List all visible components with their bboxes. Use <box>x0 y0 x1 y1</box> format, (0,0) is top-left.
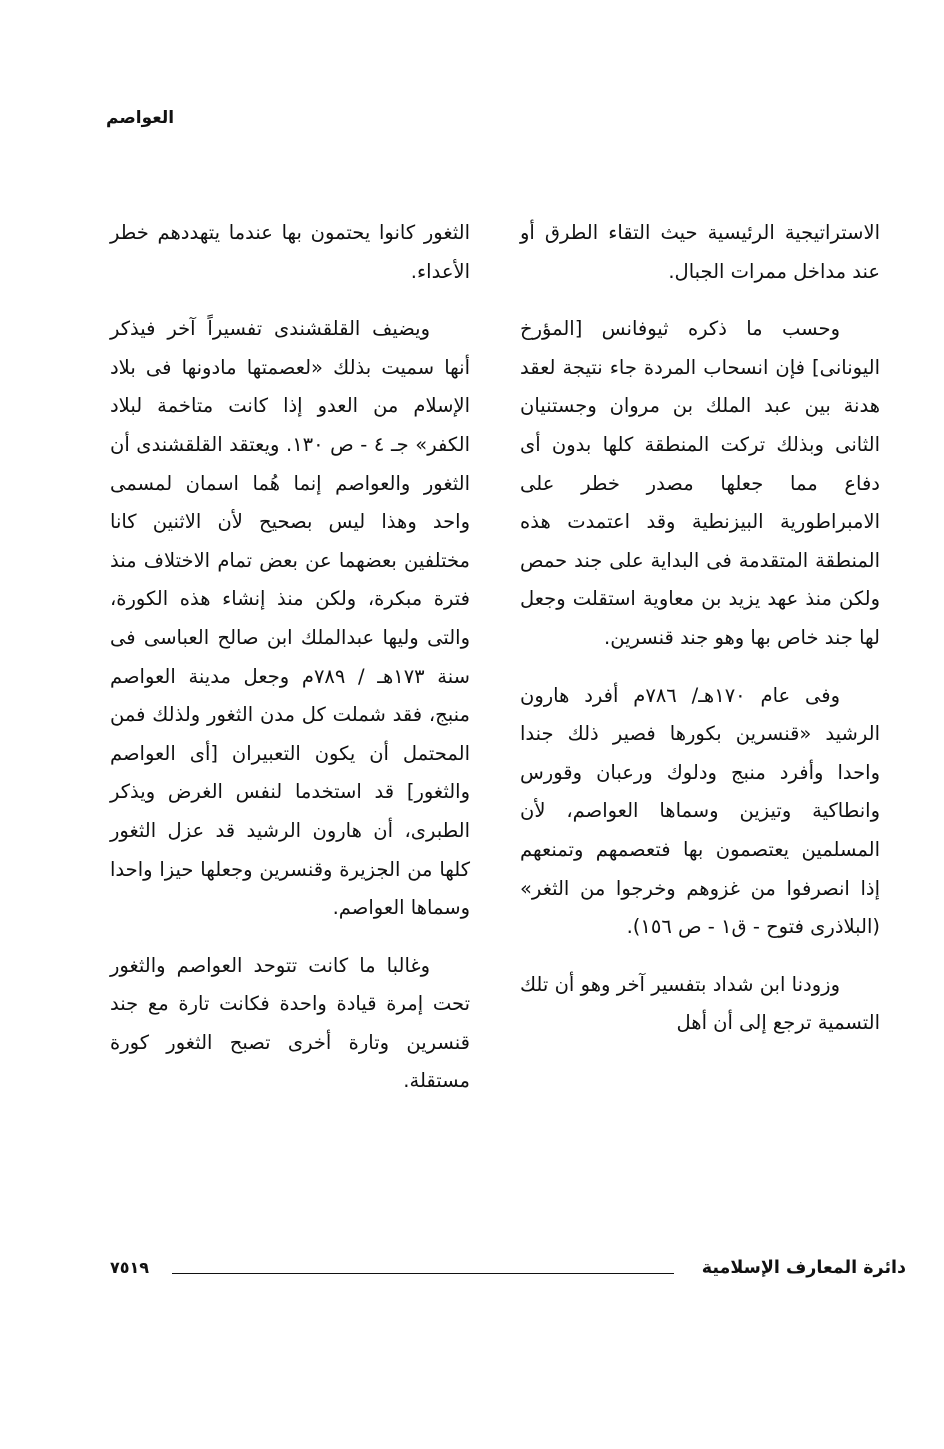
left-column <box>110 214 470 1120</box>
paragraph: وغالبا ما كانت تتوحد العواصم والثغور تحت إمرة قيادة واحدة فكانت تارة مع جند قنسرين وتارة أخرى تصبح الثغور كورة مستقلة. <box>110 953 470 1093</box>
paragraph: وفى عام ١٧٠هـ/ ٧٨٦م أفرد هارون الرشيد «قنسرين بكورها فصير ذلك جندا واحدا وأفرد منبج ودلوك ورعبان وقورس وانطاكية وتيزين وسماها العواصم، لأن المسلمين يعتصمون بها فتعصمهم وتمنعهم إذا انصرفوا من غزوهم وخرجوا من الثغر» (البلاذرى فتوح - ق١ - ص ١٥٦). <box>520 683 880 939</box>
paragraph: الثغور كانوا يحتمون بها عندما يتهددهم خطر الأعداء. <box>110 221 470 283</box>
paragraph: وحسب ما ذكره ثيوفانس [المؤرخ اليونانى] فإن انسحاب المردة جاء نتيجة لعقد هدنة بين عبد الملك بن مروان وجستنيان الثانى وبذلك تركت المنطقة كلها بدون أى دفاع مما جعلها مصدر خطر على الامبراطورية البيزنطية وقد اعتمدت هذه المنطقة المتقدمة فى البداية على جند حمص ولكن منذ عهد يزيد بن معاوية استقلت وجعل لها جند خاص بها وهو جند قنسرين. <box>520 317 880 649</box>
page-number: ٧٥١٩ <box>110 1258 150 1277</box>
paragraph: وزودنا ابن شداد بتفسير آخر وهو أن تلك التسمية ترجع إلى أن أهل <box>520 972 880 1035</box>
paragraph: الاستراتيجية الرئيسية حيث التقاء الطرق أو عند مداخل ممرات الجبال. <box>520 221 880 283</box>
running-header: العواصم <box>106 108 175 128</box>
paragraph: ويضيف القلقشندى تفسيراً آخر فيذكر أنها سميت بذلك «لعصمتها مادونها فى بلاد الإسلام من العدو إذا كانت متاخمة لبلاد الكفر» جـ ٤ - ص ١٣٠. ويعتقد القلقشندى أن الثغور والعواصم إنما هُما اسمان لمسمى واحد وهذا ليس بصحيح لأن الاثنين كانا مختلفين بعضهما عن بعض تمام الاختلاف منذ فترة مبكرة، ولكن منذ إنشاء هذه الكورة، والتى وليها عبدالملك ابن صالح العباسى فى سنة ١٧٣هـ / ٧٨٩م وجعل مدينة العواصم منبج، فقد شملت كل مدن الثغور ولذلك فمن المحتمل أن يكون التعبيران [أى العواصم والثغور] قد استخدما لنفس الغرض ويذكر الطبرى، أن هارون الرشيد قد عزل الثغور كلها من الجزيرة وقنسرين وجعلها حيزا واحدا وسماها العواصم. <box>110 317 470 920</box>
footer-rule <box>172 1273 674 1274</box>
right-column <box>520 214 880 1062</box>
footer-title: دائرة المعارف الإسلامية <box>701 1258 906 1278</box>
page-footer <box>110 1258 906 1288</box>
